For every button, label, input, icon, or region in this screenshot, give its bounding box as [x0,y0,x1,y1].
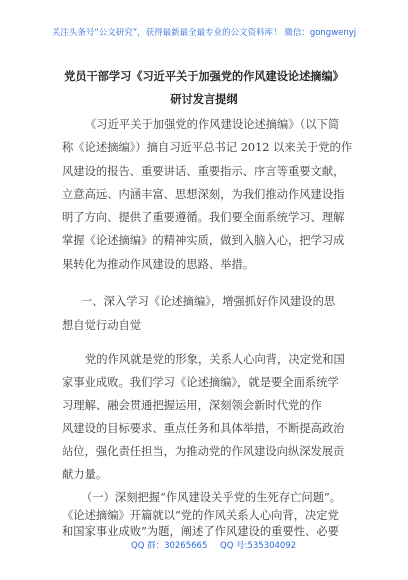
paragraph-line: 献力量。 [62,468,108,481]
paragraph-line: 明了方向、提供了重要遵循。我们要全面系统学习、理解 [62,211,345,224]
paragraph-line: 站位，强化责任担当，为推动党的作风建设向纵深发展贡 [62,445,345,458]
paragraph-line: 果转化为推动作风建设的思路、举措。 [62,258,255,271]
subsection-heading: （一）深刻把握“作风建设关乎党的生死存亡问题”。 [81,491,342,504]
paragraph-line: 称《论述摘编》）摘自习近平总书记 2012 以来关于党的作 [62,141,353,154]
qq-number: QQ 号:535304092 [220,541,297,551]
qq-group-number: QQ 群：30265665 [131,541,208,551]
paragraph-line: 家事业成败。我们学习《论述摘编》，就是要全面系统学 [62,376,339,389]
paragraph-line: 和国家事业成败”为题，阐述了作风建设的重要性、必要 [62,525,339,538]
document-title: 党员干部学习《习近平关于加强党的作风建设论述摘编》 [64,70,344,83]
paragraph-line: 习理解、融会贯通把握运用，深刻领会新时代党的作 [62,399,322,412]
paragraph-line: 掌握《论述摘编》的精神实质，做到入脑入心，把学习成 [62,234,345,247]
paragraph-line: 风建设的报告、重要讲话、重要指示、序言等重要文献， [62,165,345,178]
paragraph-line: 立意高远、内涵丰富、思想深刻，为我们推动作风建设指 [62,188,345,201]
section-heading: 一、深入学习《论述摘编》，增强抓好作风建设的思 [81,295,336,308]
paragraph-line: 风建设的目标要求、重点任务和具体举措，不断提高政治 [62,422,345,435]
paragraph-line: 党的作风就是党的形象，关系人心向背，决定党和国 [85,353,345,366]
section-heading: 想自觉行动自觉 [62,319,142,332]
paragraph-line: 《论述摘编》开篇就以“党的作风关系人心向背，决定党 [62,509,339,522]
header-banner: 关注头条号“公文研究”，获得最新最全最专业的公文资料库！ 微信：gongwenyj [51,28,357,38]
paragraph-line: 《习近平关于加强党的作风建设论述摘编》（以下简 [85,118,340,131]
document-subtitle: 研讨发言提纲 [170,93,238,106]
